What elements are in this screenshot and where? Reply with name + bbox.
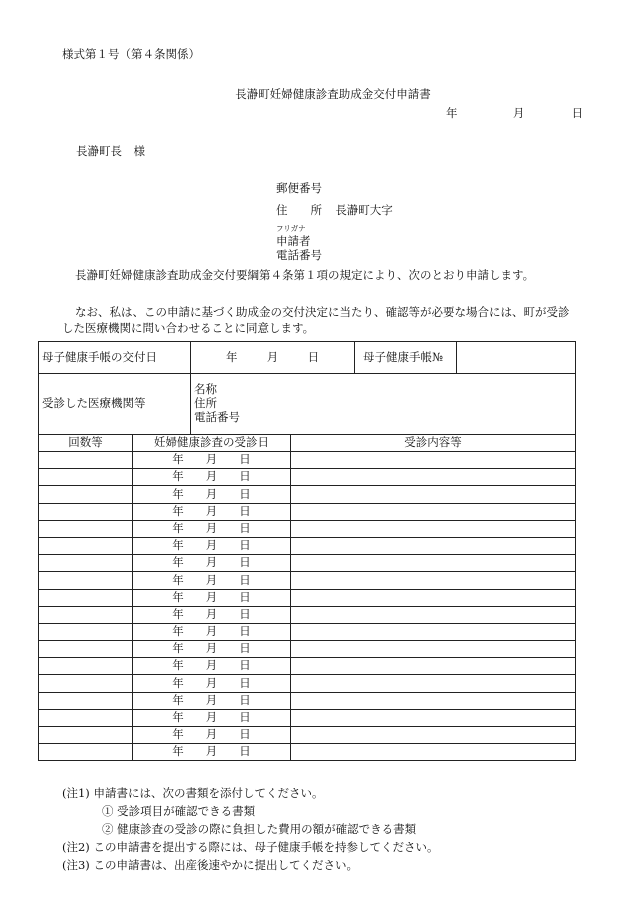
- issue-year-label: 年: [225, 349, 238, 364]
- exam-count-cell[interactable]: [39, 520, 133, 537]
- note-item: ② 健康診査の受診の際に負担した費用の額が確認できる書類: [102, 822, 417, 836]
- exam-day-label: 日: [239, 469, 251, 484]
- exam-year-label: 年: [172, 710, 184, 724]
- exam-count-cell[interactable]: [39, 709, 133, 726]
- application-table: [38, 341, 576, 761]
- table-row: [39, 658, 576, 675]
- table-row: [39, 675, 576, 692]
- table-row: [39, 589, 576, 606]
- exam-count-cell[interactable]: [39, 503, 133, 520]
- exam-content-cell[interactable]: [291, 675, 576, 692]
- exam-count-cell[interactable]: [39, 572, 133, 589]
- col-content-header: 受診内容等: [291, 435, 576, 452]
- form-number: 様式第１号（第４条関係）: [62, 47, 200, 61]
- clinic-label: 受診した医療機関等: [39, 374, 191, 435]
- applicant-info-block: [276, 181, 393, 262]
- exam-year-label: 年: [172, 624, 184, 639]
- handbook-issue-date-label: 母子健康手帳の交付日: [39, 342, 191, 374]
- exam-count-cell[interactable]: [39, 692, 133, 709]
- exam-content-cell[interactable]: [291, 537, 576, 554]
- exam-month-label: 月: [205, 469, 218, 484]
- postal-code-label: 郵便番号: [276, 181, 322, 195]
- exam-count-cell[interactable]: [39, 555, 133, 572]
- addressee: 長瀞町長 様: [76, 144, 145, 158]
- exam-content-cell[interactable]: [291, 727, 576, 744]
- exam-month-label: 月: [205, 675, 218, 690]
- exam-day-label: 日: [239, 572, 251, 587]
- page-title: 長瀞町妊婦健康診査助成金交付申請書: [235, 87, 431, 101]
- exam-day-label: 日: [239, 675, 251, 690]
- exam-date-cell[interactable]: [133, 503, 291, 520]
- exam-month-label: 月: [205, 727, 218, 742]
- exam-count-cell[interactable]: [39, 641, 133, 658]
- issue-month-label: 月: [266, 349, 279, 364]
- clinic-address-label: 住所: [194, 396, 217, 411]
- table-row: [39, 537, 576, 554]
- exam-date-cell[interactable]: [133, 537, 291, 554]
- exam-count-cell[interactable]: [39, 606, 133, 623]
- exam-month-label: 月: [205, 710, 218, 724]
- exam-year-label: 年: [172, 727, 184, 742]
- table-row: [39, 520, 576, 537]
- exam-year-label: 年: [172, 744, 184, 759]
- exam-date-cell[interactable]: [133, 623, 291, 640]
- exam-day-label: 日: [239, 710, 251, 724]
- furigana-label: フリガナ: [276, 224, 306, 233]
- address-label: 住 所: [276, 203, 322, 217]
- exam-month-label: 月: [205, 538, 218, 553]
- date-year-label: 年: [446, 106, 458, 120]
- exam-year-label: 年: [172, 589, 184, 604]
- exam-month-label: 月: [205, 486, 218, 501]
- exam-day-label: 日: [239, 641, 251, 656]
- exam-date-cell[interactable]: [133, 727, 291, 744]
- table-row: [39, 452, 576, 469]
- table-row: [39, 623, 576, 640]
- table-row: [39, 486, 576, 503]
- table-row: [39, 572, 576, 589]
- exam-count-cell[interactable]: [39, 623, 133, 640]
- exam-day-label: 日: [239, 727, 251, 742]
- exam-day-label: 日: [239, 589, 251, 604]
- applicant-label: 申請者: [276, 234, 311, 248]
- exam-day-label: 日: [239, 744, 251, 759]
- date-month-label: 月: [512, 106, 525, 120]
- exam-content-cell[interactable]: [291, 606, 576, 623]
- exam-date-cell[interactable]: [133, 709, 291, 726]
- exam-date-cell[interactable]: [133, 589, 291, 606]
- exam-content-cell[interactable]: [291, 520, 576, 537]
- exam-day-label: 日: [239, 538, 251, 553]
- exam-count-cell[interactable]: [39, 469, 133, 486]
- exam-count-cell[interactable]: [39, 537, 133, 554]
- table-row: [39, 641, 576, 658]
- exam-day-label: 日: [239, 624, 251, 639]
- exam-day-label: 日: [239, 658, 251, 673]
- clinic-row: [39, 374, 576, 435]
- handbook-number-label: 母子健康手帳№: [355, 342, 457, 374]
- exam-month-label: 月: [205, 555, 218, 570]
- handbook-row: [39, 342, 576, 374]
- exam-year-label: 年: [172, 555, 184, 570]
- exam-month-label: 月: [205, 641, 218, 656]
- exam-day-label: 日: [239, 503, 251, 518]
- exam-content-cell[interactable]: [291, 589, 576, 606]
- exam-count-cell[interactable]: [39, 675, 133, 692]
- paragraph-consent: なお、私は、この申請に基づく助成金の交付決定に当たり、確認等が必要な場合には、町が受診した医療機関に問い合わせることに同意します。: [62, 305, 570, 335]
- exam-day-label: 日: [239, 452, 251, 467]
- phone-label: 電話番号: [276, 248, 322, 262]
- exam-date-cell[interactable]: [133, 452, 291, 469]
- exam-content-cell[interactable]: [291, 709, 576, 726]
- note-item: (注1) 申請書には、次の書類を添付してください。: [62, 786, 324, 800]
- exam-year-label: 年: [172, 452, 184, 467]
- exam-content-cell[interactable]: [291, 572, 576, 589]
- exam-month-label: 月: [205, 658, 218, 673]
- exam-date-cell[interactable]: [133, 744, 291, 761]
- issue-day-label: 日: [307, 349, 320, 364]
- exam-month-label: 月: [205, 624, 218, 639]
- exam-content-cell[interactable]: [291, 555, 576, 572]
- exam-month-label: 月: [205, 520, 218, 535]
- table-row: [39, 606, 576, 623]
- exam-month-label: 月: [205, 606, 218, 621]
- table-row: [39, 727, 576, 744]
- exam-count-cell[interactable]: [39, 486, 133, 503]
- exam-month-label: 月: [205, 589, 218, 604]
- exam-day-label: 日: [239, 486, 251, 501]
- date-day-label: 日: [571, 106, 584, 120]
- application-date: [446, 106, 583, 120]
- exam-day-label: 日: [239, 555, 251, 570]
- exam-content-cell[interactable]: [291, 503, 576, 520]
- exam-year-label: 年: [172, 572, 184, 587]
- exam-date-cell[interactable]: [133, 520, 291, 537]
- table-row: [39, 709, 576, 726]
- col-count-header: 回数等: [39, 435, 133, 452]
- exam-month-label: 月: [205, 744, 218, 759]
- exam-year-label: 年: [172, 503, 184, 518]
- address-line: [276, 203, 393, 217]
- exam-year-label: 年: [172, 538, 184, 553]
- table-row: [39, 744, 576, 761]
- exam-content-cell[interactable]: [291, 469, 576, 486]
- clinic-name-label: 名称: [194, 382, 217, 397]
- exam-year-label: 年: [172, 486, 184, 501]
- exam-count-cell[interactable]: [39, 452, 133, 469]
- exam-count-cell[interactable]: [39, 589, 133, 606]
- clinic-phone-label: 電話番号: [194, 409, 240, 424]
- exam-date-cell[interactable]: [133, 675, 291, 692]
- exam-day-label: 日: [239, 520, 251, 535]
- exam-month-label: 月: [205, 572, 218, 587]
- handbook-number-field[interactable]: [457, 342, 576, 374]
- exam-month-label: 月: [205, 452, 218, 467]
- exam-content-cell[interactable]: [291, 486, 576, 503]
- column-header-row: [39, 435, 576, 452]
- exam-count-cell[interactable]: [39, 744, 133, 761]
- notes-section: [62, 784, 438, 874]
- exam-year-label: 年: [172, 520, 184, 535]
- exam-date-cell[interactable]: [133, 606, 291, 623]
- exam-date-cell[interactable]: [133, 692, 291, 709]
- clinic-details-field[interactable]: [191, 374, 576, 435]
- note-item: (注2) この申請書を提出する際には、母子健康手帳を持参してください。: [62, 840, 439, 854]
- exam-year-label: 年: [172, 658, 184, 673]
- exam-day-label: 日: [239, 692, 251, 707]
- address-value: 長瀞町大字: [335, 203, 393, 217]
- table-row: [39, 469, 576, 486]
- exam-date-cell[interactable]: [133, 469, 291, 486]
- exam-year-label: 年: [172, 692, 184, 707]
- exam-content-cell[interactable]: [291, 658, 576, 675]
- exam-count-cell[interactable]: [39, 658, 133, 675]
- note-item: ① 受診項目が確認できる書類: [102, 804, 256, 818]
- col-date-header: 妊婦健康診査の受診日: [133, 435, 291, 452]
- exam-count-cell[interactable]: [39, 727, 133, 744]
- exam-content-cell[interactable]: [291, 452, 576, 469]
- exam-date-cell[interactable]: [133, 641, 291, 658]
- exam-month-label: 月: [205, 692, 218, 707]
- exam-year-label: 年: [172, 675, 184, 690]
- exam-content-cell[interactable]: [291, 744, 576, 761]
- table-row: [39, 503, 576, 520]
- exam-date-cell[interactable]: [133, 555, 291, 572]
- handbook-issue-date-field[interactable]: [191, 342, 355, 374]
- table-row: [39, 555, 576, 572]
- exam-month-label: 月: [205, 503, 218, 518]
- exam-content-cell[interactable]: [291, 641, 576, 658]
- exam-content-cell[interactable]: [291, 692, 576, 709]
- exam-content-cell[interactable]: [291, 623, 576, 640]
- note-item: (注3) この申請書は、出産後速やかに提出してください。: [62, 858, 358, 872]
- paragraph-regulation: 長瀞町妊婦健康診査助成金交付要綱第４条第１項の規定により、次のとおり申請します。: [75, 268, 535, 282]
- exam-year-label: 年: [172, 606, 184, 621]
- exam-day-label: 日: [239, 606, 251, 621]
- exam-year-label: 年: [172, 641, 184, 656]
- exam-rows: [39, 452, 576, 761]
- exam-date-cell[interactable]: [133, 572, 291, 589]
- exam-date-cell[interactable]: [133, 486, 291, 503]
- exam-year-label: 年: [172, 469, 184, 484]
- exam-date-cell[interactable]: [133, 658, 291, 675]
- table-row: [39, 692, 576, 709]
